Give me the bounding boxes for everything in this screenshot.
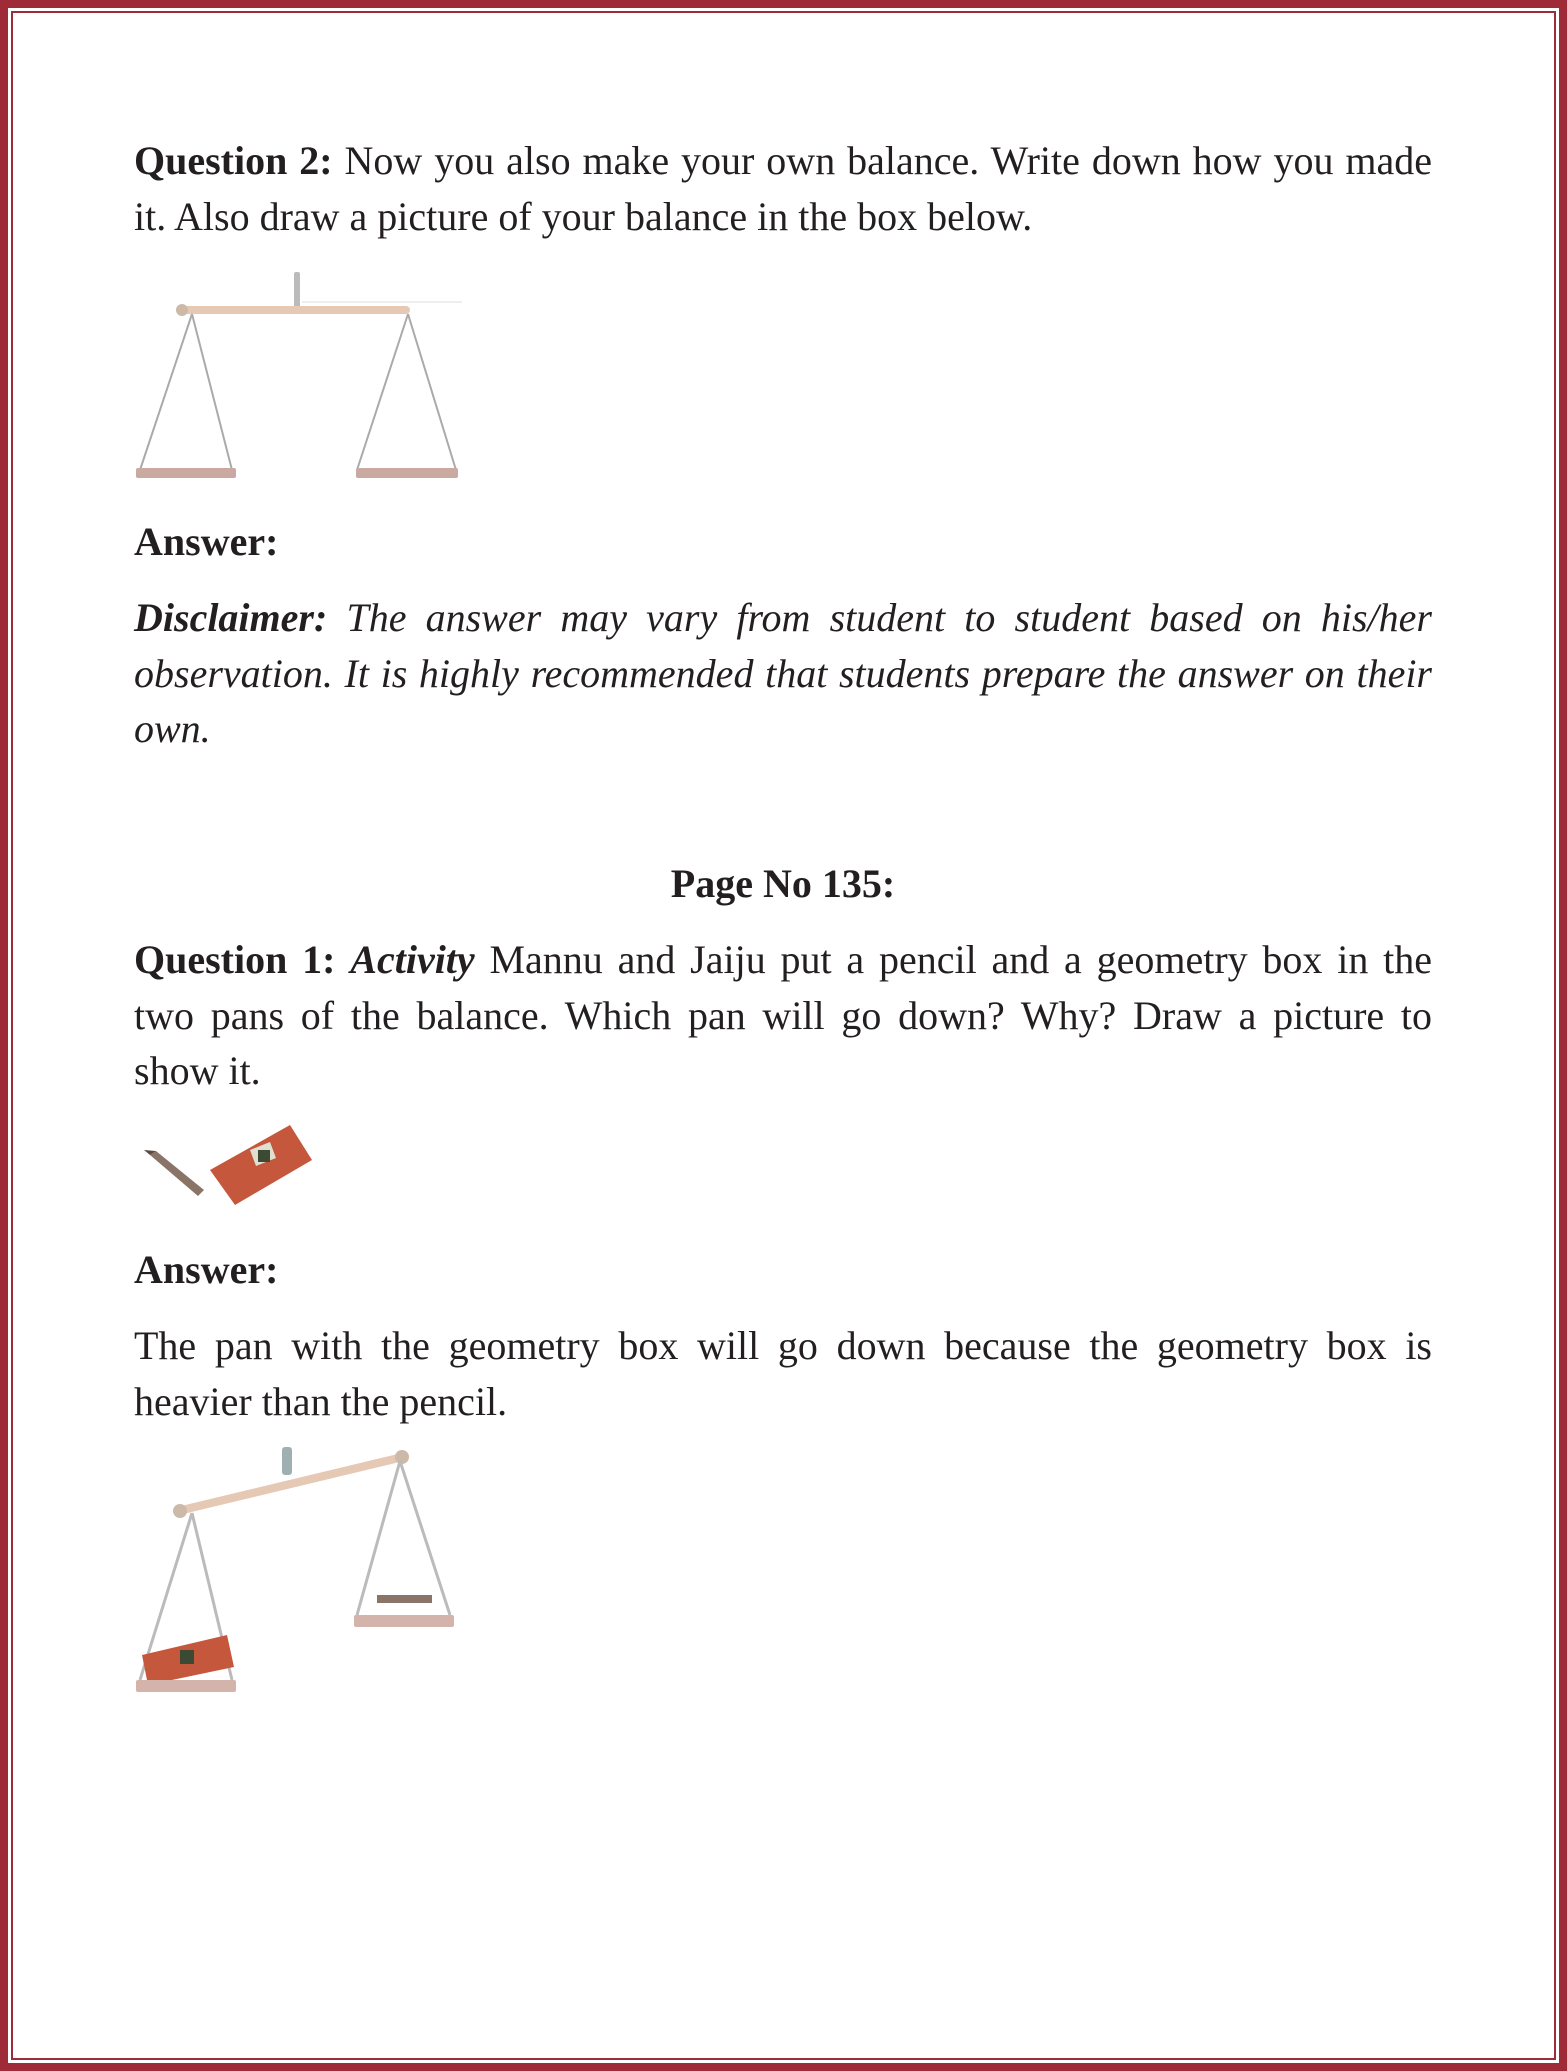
pencil-and-geometry-box-image	[140, 1120, 320, 1215]
disclaimer	[134, 590, 1432, 757]
tilted-balance-image	[132, 1445, 462, 1700]
balance-image	[132, 270, 467, 490]
question-2-answer-label: Answer:	[134, 519, 279, 564]
question-1	[134, 932, 1432, 1099]
question-1-answer-text: The pan with the geometry box will go down because the geometry box is heavier than the pencil.	[134, 1323, 1432, 1424]
activity-label: Activity	[350, 937, 475, 982]
disclaimer-label: Disclaimer:	[134, 595, 328, 640]
question-1-text: Mannu and Jaiju put a pencil and a geometry box in the two pans of the balance. Which pan will go down? Why? Draw a picture to show it.	[134, 937, 1433, 1093]
question-1-answer-label: Answer:	[134, 1247, 279, 1292]
question-1-label: Question 1:	[134, 937, 336, 982]
question-2-text: Now you also make your own balance. Write down how you made it. Also draw a picture of your balance in the box below.	[134, 138, 1432, 239]
question-2-label: Question 2:	[134, 138, 333, 183]
page-heading: Page No 135:	[670, 861, 896, 906]
question-2	[134, 133, 1432, 244]
disclaimer-text: The answer may vary from student to student based on his/her observation. It is highly recommended that students prepare the answer on their own.	[134, 595, 1432, 751]
